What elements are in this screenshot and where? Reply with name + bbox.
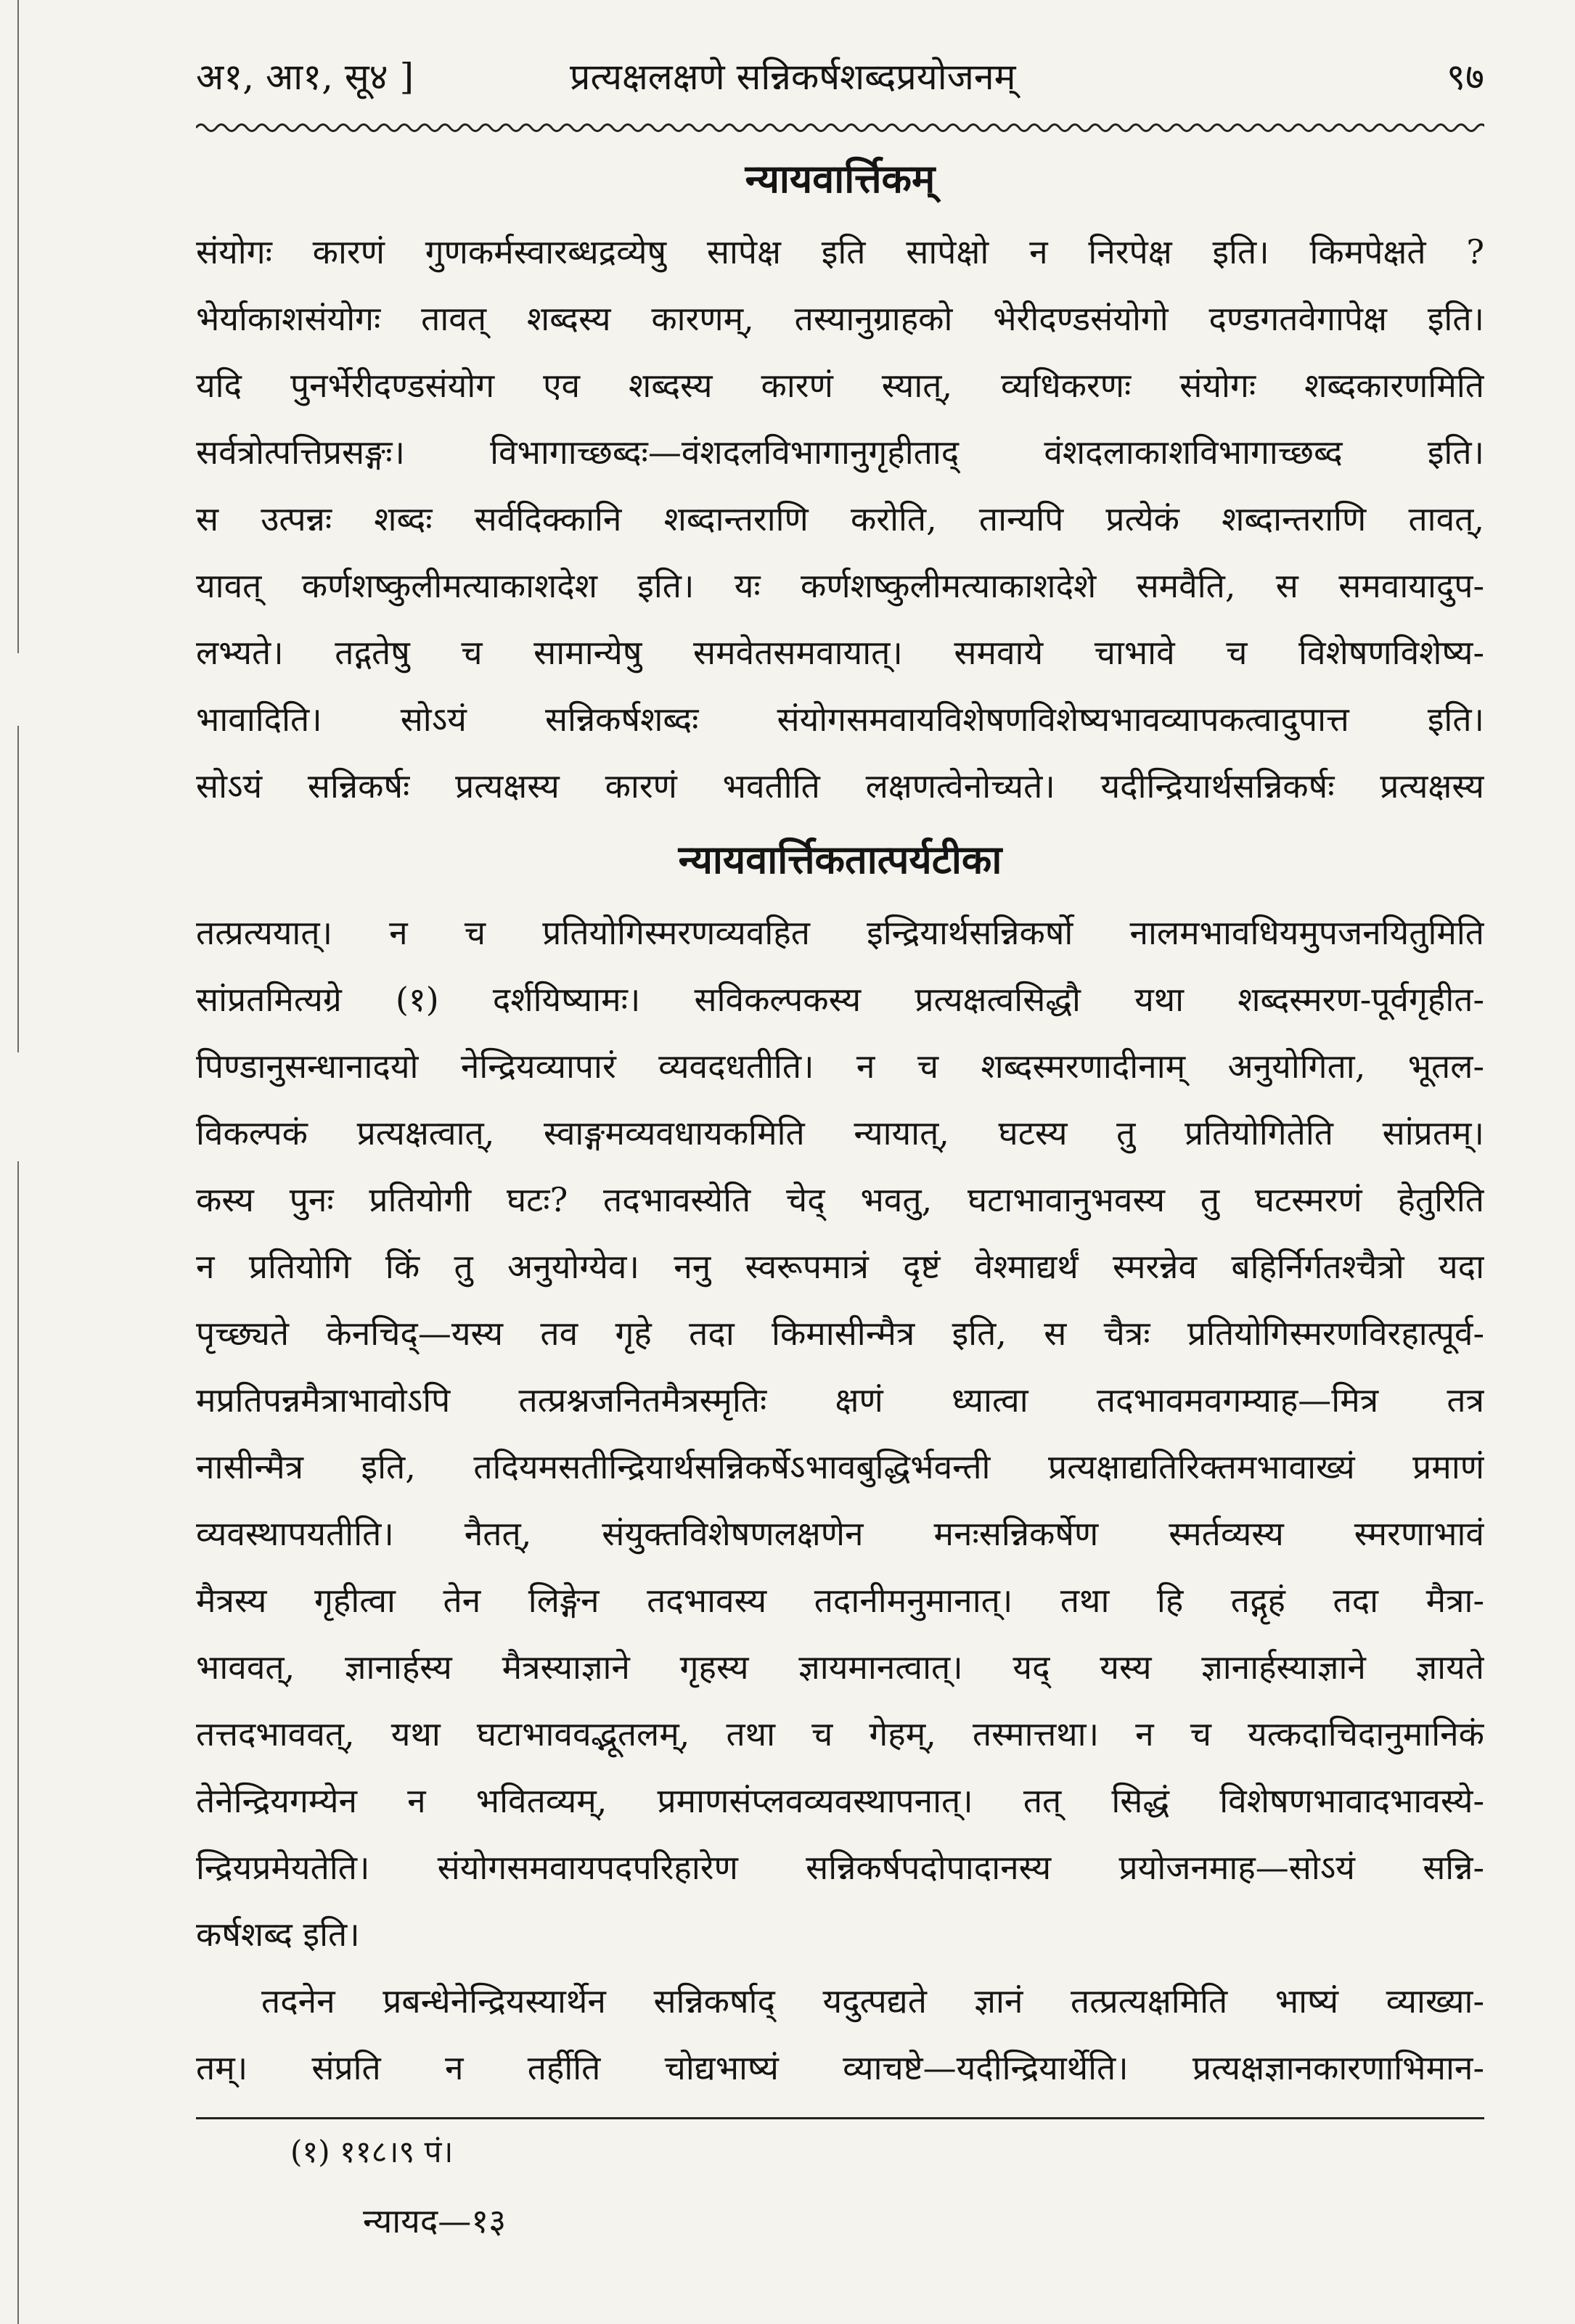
text-line: नासीन्मैत्र इति, तदियमसतीन्द्रियार्थसन्निकर्षेऽभावबुद्धिर्भवन्ती प्रत्यक्षाद्यतिरिक्तमभावाख्यं प्रमाणं [196, 1447, 1484, 1486]
text-line: मैत्रस्य गृहीत्वा तेन लिङ्गेन तदभावस्य तदानीमनुमानात्। तथा हि तद्गृहं तदा मैत्रा- [196, 1581, 1484, 1620]
text-line: भाववत्, ज्ञानार्हस्य मैत्रस्याज्ञाने गृहस्य ज्ञायमानत्वात्। यद् यस्य ज्ञानार्हस्याज्ञाने ज्ञायते [196, 1648, 1484, 1687]
text-line: तम्। संप्रति न तर्हीति चोद्यभाष्यं व्याचष्टे—यदीन्द्रियार्थेति। प्रत्यक्षज्ञानकारणाभिमान- [196, 2048, 1484, 2087]
header-wavy-rule [196, 120, 1484, 136]
text-line: कर्षशब्द इति। [196, 1915, 360, 1954]
text-line: भेर्याकाशसंयोगः तावत् शब्दस्य कारणम्, तस्यानुग्राहको भेरीदण्डसंयोगो दण्डगतवेगापेक्ष इति। [196, 299, 1484, 338]
text-line: स उत्पन्नः शब्दः सर्वदिक्कानि शब्दान्तराणि करोति, तान्यपि प्रत्येकं शब्दान्तराणि तावत्, [196, 499, 1484, 539]
text-line: संयोगः कारणं गुणकर्मस्वारब्धद्रव्येषु सापेक्ष इति सापेक्षो न निरपेक्ष इति। किमपेक्षते ? [196, 232, 1484, 271]
footnote: (१) ११८।९ पं। [290, 2134, 454, 2169]
text-line: तत्तदभाववत्, यथा घटाभाववद्भूतलम्, तथा च गेहम्, तस्मात्तथा। न च यत्कदाचिदानुमानिकं [196, 1714, 1484, 1754]
text-line: तदनेन प्रबन्धेनेन्द्रियस्यार्थेन सन्निकर्षाद् यदुत्पद्यते ज्ञानं तत्प्रत्यक्षमिति भाष्यं व्याख्या- [261, 1981, 1484, 2021]
left-margin-rule [17, 0, 19, 653]
text-line: न्द्रियप्रमेयतेति। संयोगसमवायपदपरिहारेण सन्निकर्षपदोपादानस्य प्रयोजनमाह—सोऽयं सन्नि- [196, 1848, 1484, 1887]
text-line: यावत् कर्णशष्कुलीमत्याकाशदेश इति। यः कर्णशष्कुलीमत्याकाशदेशे समवैति, स समवायादुप- [196, 566, 1484, 605]
text-line: भावादिति। सोऽयं सन्निकर्षशब्दः संयोगसमवायविशेषणविशेष्यभावव्यापकत्वादुपात्त इति। [196, 700, 1484, 739]
text-line: सर्वत्रोत्पत्तिप्रसङ्गः। विभागाच्छब्दः—वंशदलविभागानुगृहीताद् वंशदलाकाशविभागाच्छब्द इति। [196, 433, 1484, 472]
left-margin-rule [17, 726, 19, 1052]
left-margin-rule [17, 1161, 19, 2324]
text-line: सांप्रतमित्यग्रे (१) दर्शयिष्यामः। सविकल्पकस्य प्रत्यक्षत्वसिद्धौ यथा शब्दस्मरण-पूर्वगृहीत- [196, 980, 1484, 1019]
signature-mark: न्यायद—१३ [363, 2201, 507, 2241]
text-line: लभ्यते। तद्गतेषु च सामान्येषु समवेतसमवायात्। समवाये चाभावे च विशेषणविशेष्य- [196, 633, 1484, 672]
text-line: तत्प्रत्ययात्। न च प्रतियोगिस्मरणव्यवहित इन्द्रियार्थसन्निकर्षो नालमभावधियमुपजनयितुमिति [196, 913, 1484, 952]
book-page [196, 38, 1484, 2257]
text-line: न प्रतियोगि किं तु अनुयोग्येव। ननु स्वरूपमात्रं दृष्टं वेश्माद्यर्थं स्मरन्नेव बहिर्निर्गतश्चैत्रो यदा [196, 1247, 1484, 1286]
running-head [196, 38, 1484, 114]
section-title-tatparyatika: न्यायवार्त्तिकतात्पर्यटीका [678, 836, 1002, 883]
text-line: पिण्डानुसन्धानादयो नेन्द्रियव्यापारं व्यवदधतीति। न च शब्दस्मरणादीनाम् अनुयोगिता, भूतल- [196, 1047, 1484, 1086]
nyayavarttika-text [196, 218, 1484, 819]
page-number: ९७ [1447, 56, 1484, 98]
text-line: पृच्छ्यते केनचिद्—यस्य तव गृहे तदा किमासीन्मैत्र इति, स चैत्रः प्रतियोगिस्मरणविरहात्पूर्व- [196, 1314, 1484, 1353]
chapter-reference: अ१, आ१, सू४ ] [196, 56, 414, 98]
text-line: विकल्पकं प्रत्यक्षत्वात्, स्वाङ्गमव्यवधायकमिति न्यायात्, घटस्य तु प्रतियोगितेति सांप्रतम्। [196, 1113, 1484, 1153]
tatparyatika-text [196, 899, 1484, 2101]
text-line: कस्य पुनः प्रतियोगी घटः? तदभावस्येति चेद् भवतु, घटाभावानुभवस्य तु घटस्मरणं हेतुरिति [196, 1180, 1484, 1219]
text-line: तेनेन्द्रियगम्येन न भवितव्यम्, प्रमाणसंप्लवव्यवस्थापनात्। तत् सिद्धं विशेषणभावादभावस्ये- [196, 1781, 1484, 1820]
text-line: सोऽयं सन्निकर्षः प्रत्यक्षस्य कारणं भवतीति लक्षणत्वेनोच्यते। यदीन्द्रियार्थसन्निकर्षः प्रत्यक्षस्य [196, 766, 1484, 806]
running-head-title: प्रत्यक्षलक्षणे सन्निकर्षशब्दप्रयोजनम् [570, 56, 1016, 98]
text-line: मप्रतिपन्नमैत्राभावोऽपि तत्प्रश्नजनितमैत्रस्मृतिः क्षणं ध्यात्वा तदभावमवगम्याह—मित्र तत्र [196, 1380, 1484, 1420]
text-line: यदि पुनर्भेरीदण्डसंयोग एव शब्दस्य कारणं स्यात्, व्यधिकरणः संयोगः शब्दकारणमिति [196, 366, 1484, 405]
text-line: व्यवस्थापयतीति। नैतत्, संयुक्तविशेषणलक्षणेन मनःसन्निकर्षेण स्मर्तव्यस्य स्मरणाभावं [196, 1514, 1484, 1553]
section-title-nyayavarttika: न्यायवार्त्तिकम् [745, 155, 936, 202]
